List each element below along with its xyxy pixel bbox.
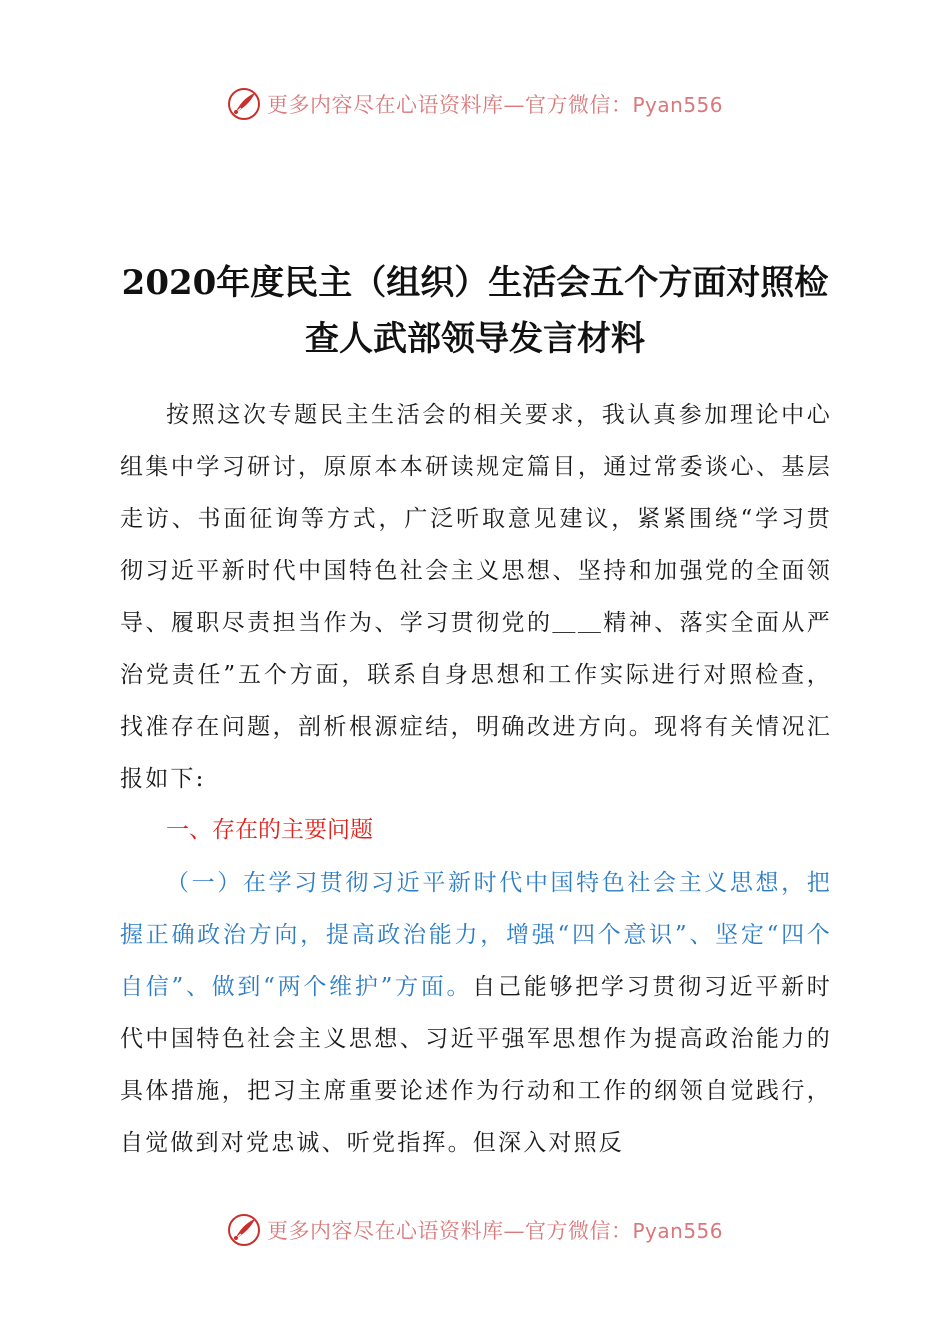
subsection-heading: （一）在学习贯彻习近平新时代中国特色社会主义思想，把握正确政治方向，提高政治能力，增强“四个意识”、坚定“四个自信”、做到“两个维护”方面。 xyxy=(120,870,832,1000)
header-watermark xyxy=(0,84,950,124)
title-line-1: 2020年度民主（组织）生活会五个方面对照检 xyxy=(121,263,829,303)
quill-logo-icon xyxy=(227,87,261,121)
watermark-text: 更多内容尽在心语资料库—官方微信：Pyan556 xyxy=(266,93,723,117)
section-heading-main-problems: 一、存在的主要问题 xyxy=(166,817,373,843)
intro-paragraph: 按照这次专题民主生活会的相关要求，我认真参加理论中心组集中学习研讨，原原本本研读规定篇目，通过常委谈心、基层走访、书面征询等方式，广泛听取意见建议，紧紧围绕“学习贯彻习近平新时代中国特色社会主义思想、坚持和加强党的全面领导、履职尽责担当作为、学习贯彻党的＿＿精神、落实全面从严治党责任”五个方面，联系自身思想和工作实际进行对照检查，找准存在问题，剖析根源症结，明确改进方向。现将有关情况汇报如下: xyxy=(120,402,832,792)
watermark-text: 更多内容尽在心语资料库—官方微信：Pyan556 xyxy=(266,1219,723,1243)
title-line-2: 查人武部领导发言材料 xyxy=(305,319,645,359)
quill-logo-icon xyxy=(227,1213,261,1247)
subsection-paragraph-1 xyxy=(120,857,832,1169)
watermark-wechat-id: Pyan556 xyxy=(632,1219,723,1243)
document-title xyxy=(100,255,850,367)
footer-watermark xyxy=(0,1210,950,1250)
subsection-body: 自己能够把学习贯彻习近平新时代中国特色社会主义思想、习近平强军思想作为提高政治能力的具体措施，把习主席重要论述作为行动和工作的纲领自觉践行，自觉做到对党忠诚、听党指挥。但深入对照反 xyxy=(120,974,832,1156)
watermark-wechat-id: Pyan556 xyxy=(632,93,723,117)
